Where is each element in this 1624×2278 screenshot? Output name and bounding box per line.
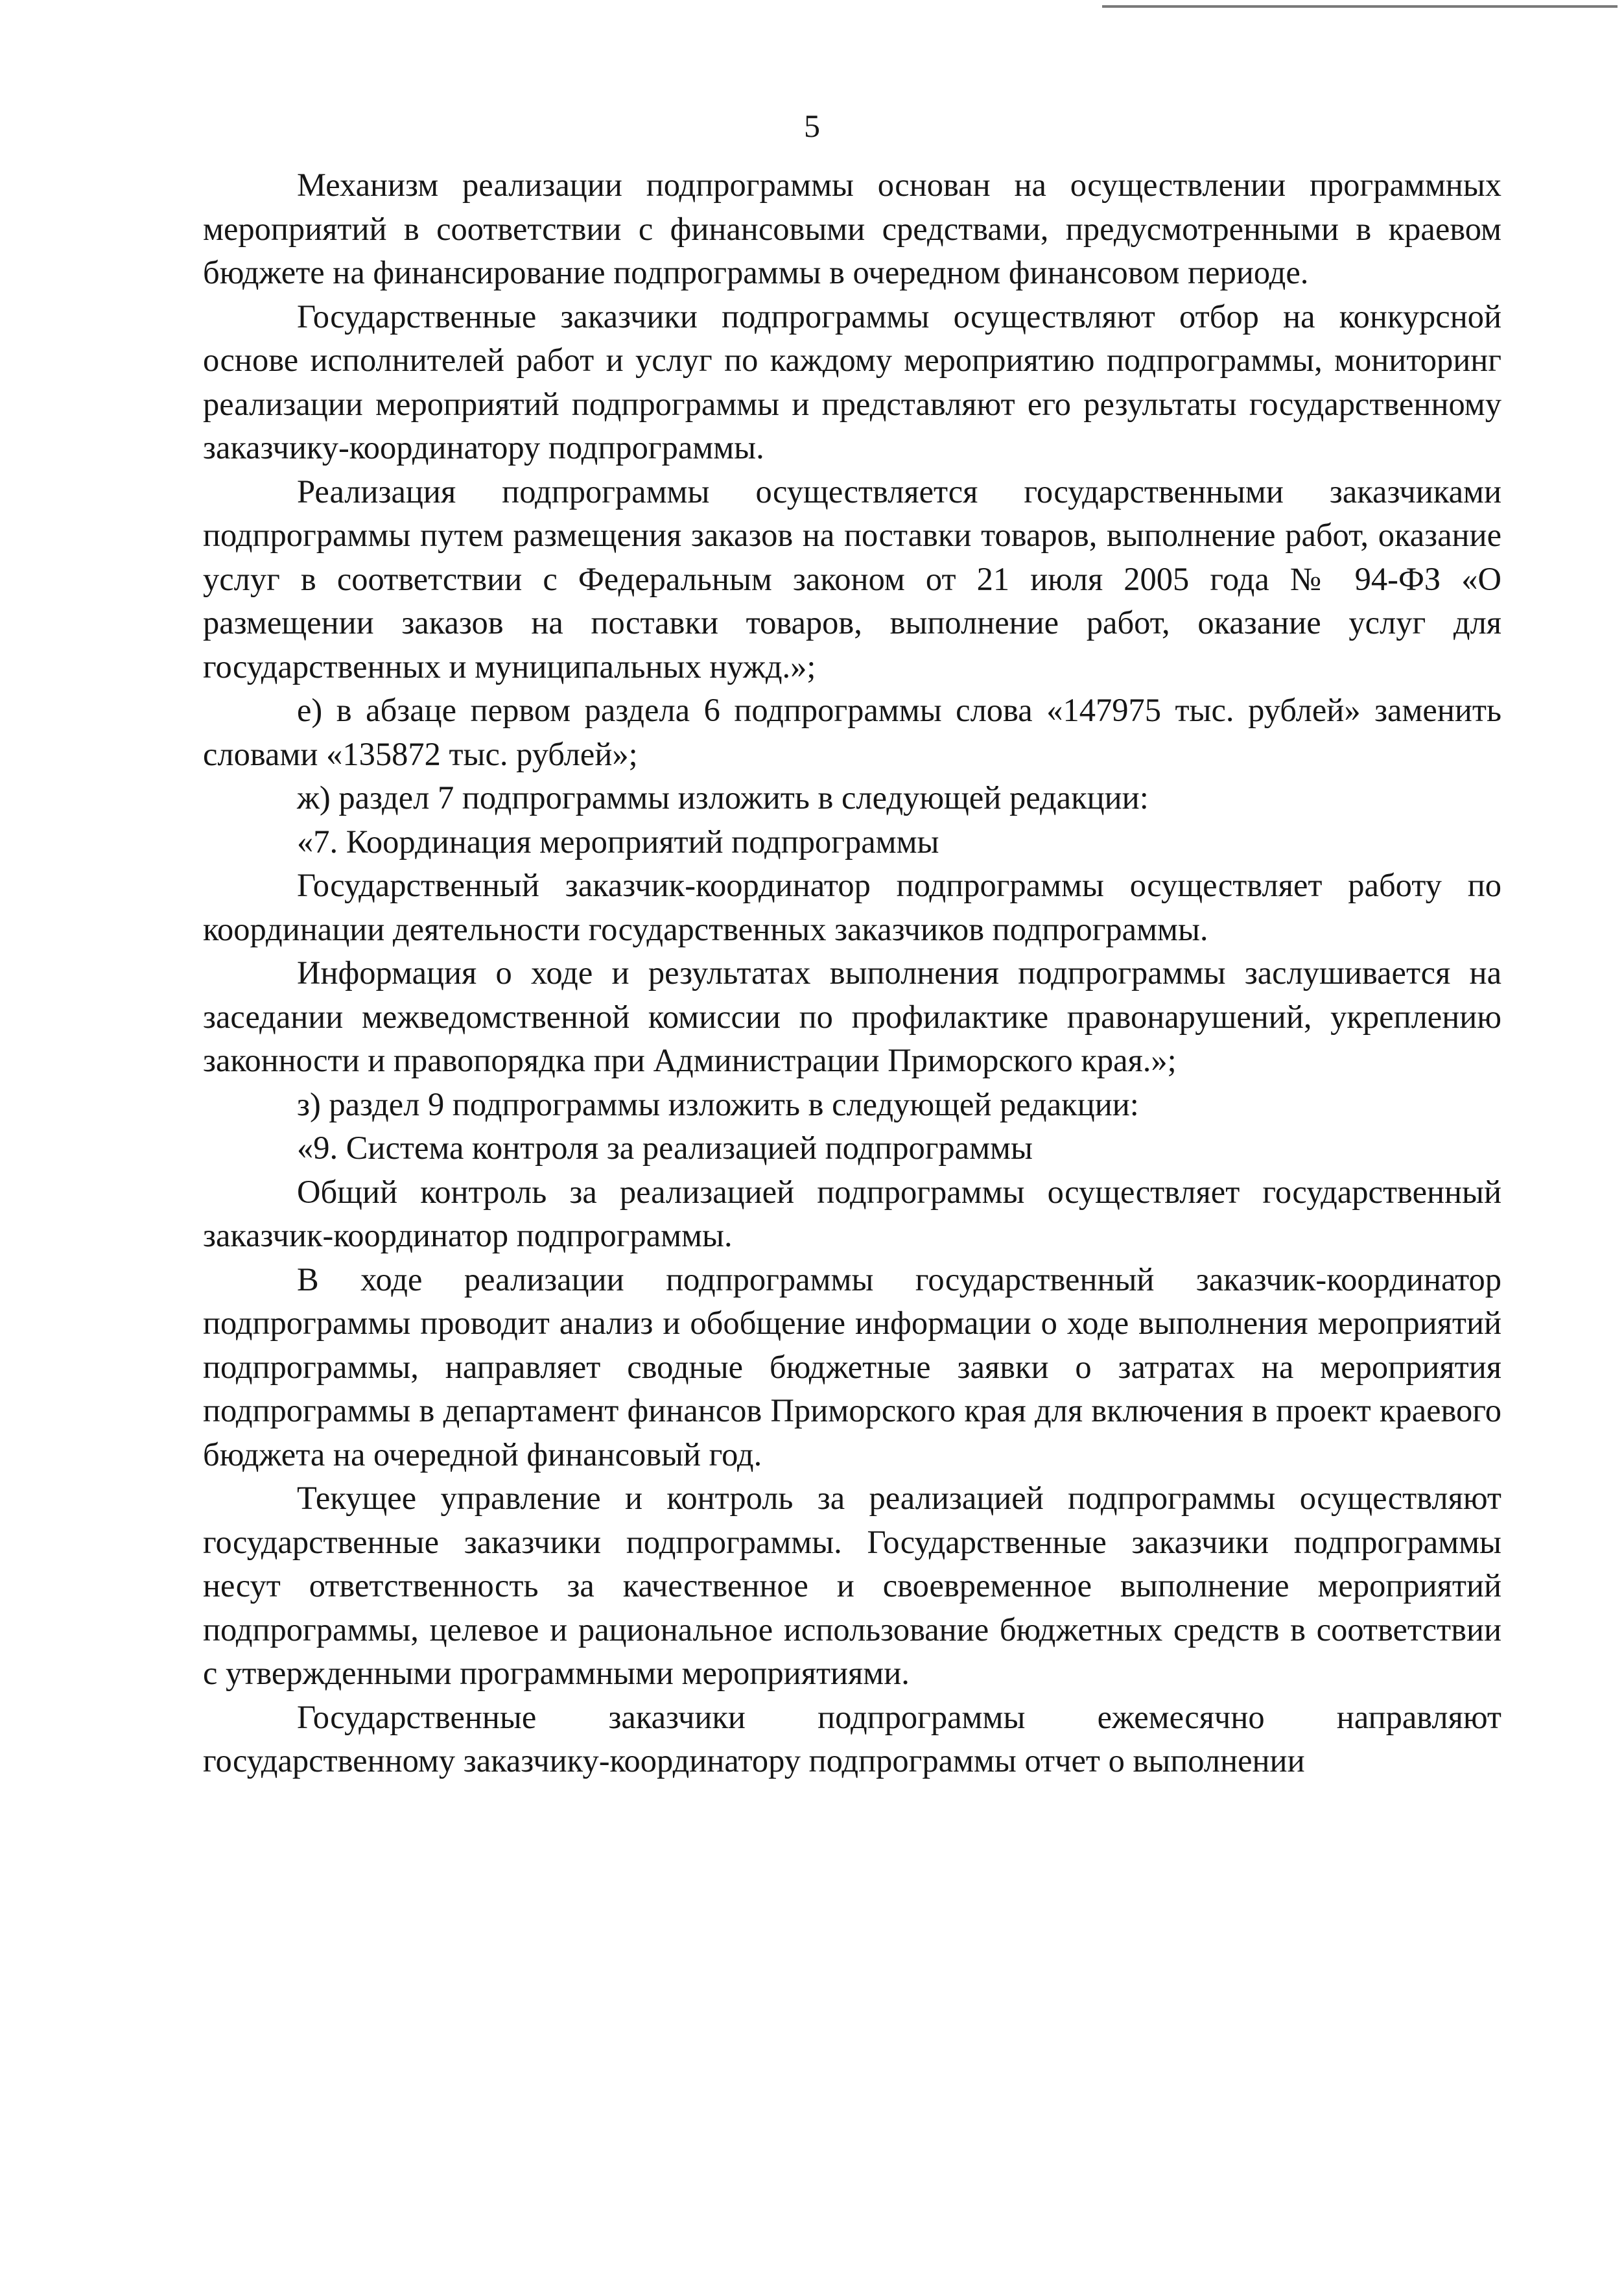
paragraph-implementation: Реализация подпрограммы осуществляется государственными заказчиками подпрограммы путем размещения заказов на поставки товаров, выполнение работ, оказание услуг в соответствии с Федеральным законом от 21 июля 2005 года № 94-ФЗ «О размещении заказов на поставки товаров, выполнение работ, оказание услуг для государственных и муниципальных нужд.»;: [203, 473, 1501, 685]
paragraph-amendment-e: е) в абзаце первом раздела 6 подпрограммы слова «147975 тыс. рублей» заменить словами «135872 тыс. рублей»;: [203, 692, 1501, 772]
paragraph-customers-selection: Государственные заказчики подпрограммы осуществляют отбор на конкурсной основе исполнителей работ и услуг по каждому мероприятию подпрограммы, мониторинг реализации мероприятий подпрограммы и представляют его результаты государственному заказчику-координатору подпрограммы.: [203, 298, 1501, 466]
paragraph-general-control: Общий контроль за реализацией подпрограммы осуществляет государственный заказчик-координатор подпрограммы.: [203, 1173, 1501, 1253]
paragraph-current-management: Текущее управление и контроль за реализацией подпрограммы осуществляют государственные заказчики подпрограммы. Государственные заказчики подпрограммы несут ответственность за качественное и своевременное выполнение мероприятий подпрограммы, целевое и рациональное использование бюджетных средств в соответствии с утвержденными программными мероприятиями.: [203, 1480, 1501, 1691]
top-edge-rule: [1102, 5, 1618, 8]
paragraph-monthly-report: Государственные заказчики подпрограммы ежемесячно направляют государственному заказчику-координатору подпрограммы отчет о выполнении: [203, 1698, 1501, 1779]
paragraph-analysis: В ходе реализации подпрограммы государственный заказчик-координатор подпрограммы проводит анализ и обобщение информации о ходе выполнения мероприятий подпрограммы, направляет сводные бюджетные заявки о затратах на мероприятия подпрограммы в департамент финансов Приморского края для включения в проект краевого бюджета на очередной финансовый год.: [203, 1261, 1501, 1473]
paragraph-information: Информация о ходе и результатах выполнения подпрограммы заслушивается на заседании межведомственной комиссии по профилактике правонарушений, укреплению законности и правопорядка при Администрации Приморского края.»;: [203, 955, 1501, 1078]
page-number: 5: [804, 108, 820, 144]
paragraph-mechanism: Механизм реализации подпрограммы основан на осуществлении программных мероприятий в соответствии с финансовыми средствами, предусмотренными в краевом бюджете на финансирование подпрограммы в очередном финансовом периоде.: [203, 167, 1501, 291]
document-body: [203, 163, 1501, 1783]
paragraph-amendment-z: з) раздел 9 подпрограммы изложить в следующей редакции:: [297, 1086, 1139, 1122]
paragraph-amendment-zh: ж) раздел 7 подпрограммы изложить в следующей редакции:: [297, 779, 1149, 816]
section-heading-9: «9. Система контроля за реализацией подпрограммы: [297, 1130, 1033, 1166]
paragraph-coordinator-work: Государственный заказчик-координатор подпрограммы осуществляет работу по координации деятельности государственных заказчиков подпрограммы.: [203, 867, 1501, 947]
section-heading-7: «7. Координация мероприятий подпрограммы: [297, 823, 939, 860]
